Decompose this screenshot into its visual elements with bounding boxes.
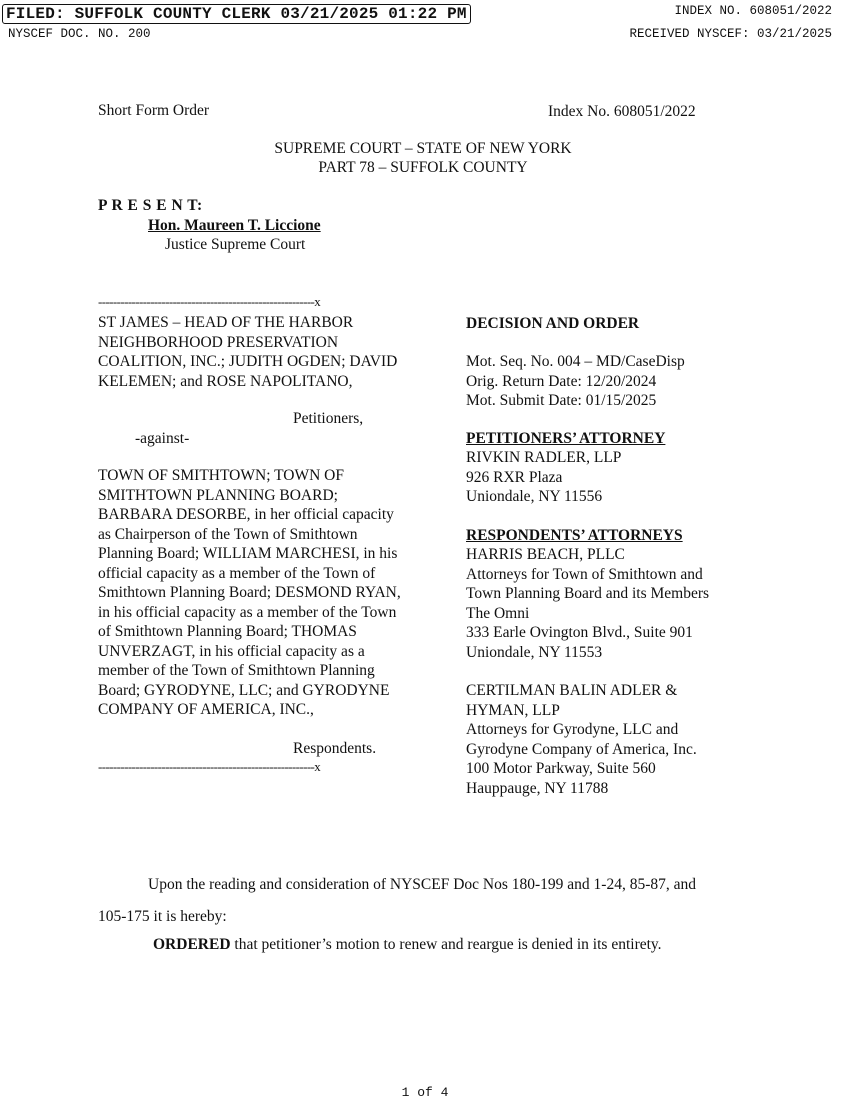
ordered-paragraph — [153, 935, 662, 955]
petitioners-attorney-heading: PETITIONERS’ ATTORNEY — [466, 430, 666, 447]
court-part: PART 78 – SUFFOLK COUNTY — [318, 159, 528, 176]
attorney-line: Attorneys for Town of Smithtown and — [466, 565, 703, 583]
respondents-line: UNVERZAGT, in his official capacity as a — [98, 642, 365, 660]
attorney-line: Gyrodyne Company of America, Inc. — [466, 740, 697, 758]
caption-divider-top: ----------------------------------------------------------x — [98, 294, 321, 309]
respondents-line: BARBARA DESORBE, in her official capacity — [98, 506, 394, 523]
respondents-line: SMITHTOWN PLANNING BOARD; — [98, 486, 338, 504]
attorney-line: Town Planning Board and its Members — [466, 585, 710, 602]
attorney-line: HYMAN, LLP — [466, 701, 560, 719]
body-paragraph-line-2: 105-175 it is hereby: — [98, 908, 227, 925]
stamp-index-no: INDEX NO. 608051/2022 — [674, 4, 832, 18]
attorney-line: The Omni — [466, 604, 530, 622]
attorney-line: Uniondale, NY 11553 — [466, 643, 603, 661]
attorney-line: Hauppauge, NY 11788 — [466, 779, 609, 797]
respondents-line: COMPANY OF AMERICA, INC., — [98, 701, 314, 718]
attorney-line: 926 RXR Plaza — [466, 468, 563, 486]
filed-stamp: FILED: SUFFOLK COUNTY CLERK 03/21/2025 01:22 PM — [2, 4, 471, 24]
petitioners-line: NEIGHBORHOOD PRESERVATION — [98, 333, 339, 351]
respondents-line: Board; GYRODYNE, LLC; and GYRODYNE — [98, 681, 390, 699]
petitioners-line: ST JAMES – HEAD OF THE HARBOR — [98, 314, 354, 331]
decision-heading: DECISION AND ORDER — [466, 315, 640, 332]
page-number: 1 of 4 — [401, 1085, 449, 1100]
ordered-keyword: ORDERED — [153, 936, 231, 953]
court-name: SUPREME COURT – STATE OF NEW YORK — [274, 140, 572, 157]
attorney-line: Uniondale, NY 11556 — [466, 488, 603, 505]
motion-line: Mot. Seq. No. 004 – MD/CaseDisp — [466, 353, 685, 370]
motion-line: Orig. Return Date: 12/20/2024 — [466, 372, 657, 390]
petitioners-attorney — [466, 448, 621, 507]
attorney-line: HARRIS BEACH, PLLC — [466, 546, 625, 563]
motion-line: Mot. Submit Date: 01/15/2025 — [466, 392, 657, 409]
respondents-line: in his official capacity as a member of the Town — [98, 603, 397, 621]
respondents-line: Smithtown Planning Board; DESMOND RYAN, — [98, 584, 401, 601]
index-number: Index No. 608051/2022 — [548, 103, 696, 120]
body-paragraph-line-1: Upon the reading and consideration of NYSCEF Doc Nos 180-199 and 1-24, 85-87, and — [148, 876, 697, 893]
present-label: P R E S E N T: — [98, 197, 203, 214]
judge-title: Justice Supreme Court — [165, 236, 306, 253]
form-type: Short Form Order — [98, 102, 210, 119]
attorney-line: Attorneys for Gyrodyne, LLC and — [466, 721, 679, 738]
petitioners-label: Petitioners, — [293, 410, 364, 427]
respondents-attorney-1 — [466, 545, 709, 662]
petitioners-line: COALITION, INC.; JUDITH OGDEN; DAVID — [98, 353, 398, 370]
respondents-attorneys-heading: RESPONDENTS’ ATTORNEYS — [466, 527, 683, 544]
motion-info — [466, 352, 685, 411]
received-date: RECEIVED NYSCEF: 03/21/2025 — [629, 27, 832, 41]
respondents-line: official capacity as a member of the Town of — [98, 564, 376, 582]
caption-divider-bottom: ----------------------------------------------------------x — [98, 759, 321, 774]
respondents-attorney-2 — [466, 681, 697, 798]
respondents-label: Respondents. — [293, 740, 377, 757]
respondents-line: TOWN OF SMITHTOWN; TOWN OF — [98, 467, 344, 484]
respondents-block — [98, 466, 401, 720]
respondents-line: Planning Board; WILLIAM MARCHESI, in his — [98, 545, 398, 562]
judge-name: Hon. Maureen T. Liccione — [148, 217, 321, 234]
attorney-line: RIVKIN RADLER, LLP — [466, 449, 622, 466]
against-label: -against- — [135, 430, 190, 447]
petitioners-line: KELEMEN; and ROSE NAPOLITANO, — [98, 372, 353, 390]
ordered-text: that petitioner’s motion to renew and reargue is denied in its entirety. — [230, 936, 662, 953]
attorney-line: 333 Earle Ovington Blvd., Suite 901 — [466, 624, 693, 641]
attorney-line: CERTILMAN BALIN ADLER & — [466, 682, 678, 699]
petitioners-block — [98, 313, 397, 391]
nyscef-doc-no: NYSCEF DOC. NO. 200 — [8, 27, 151, 41]
respondents-line: member of the Town of Smithtown Planning — [98, 662, 375, 679]
attorney-line: 100 Motor Parkway, Suite 560 — [466, 760, 656, 777]
respondents-line: as Chairperson of the Town of Smithtown — [98, 525, 358, 543]
respondents-line: of Smithtown Planning Board; THOMAS — [98, 623, 357, 640]
